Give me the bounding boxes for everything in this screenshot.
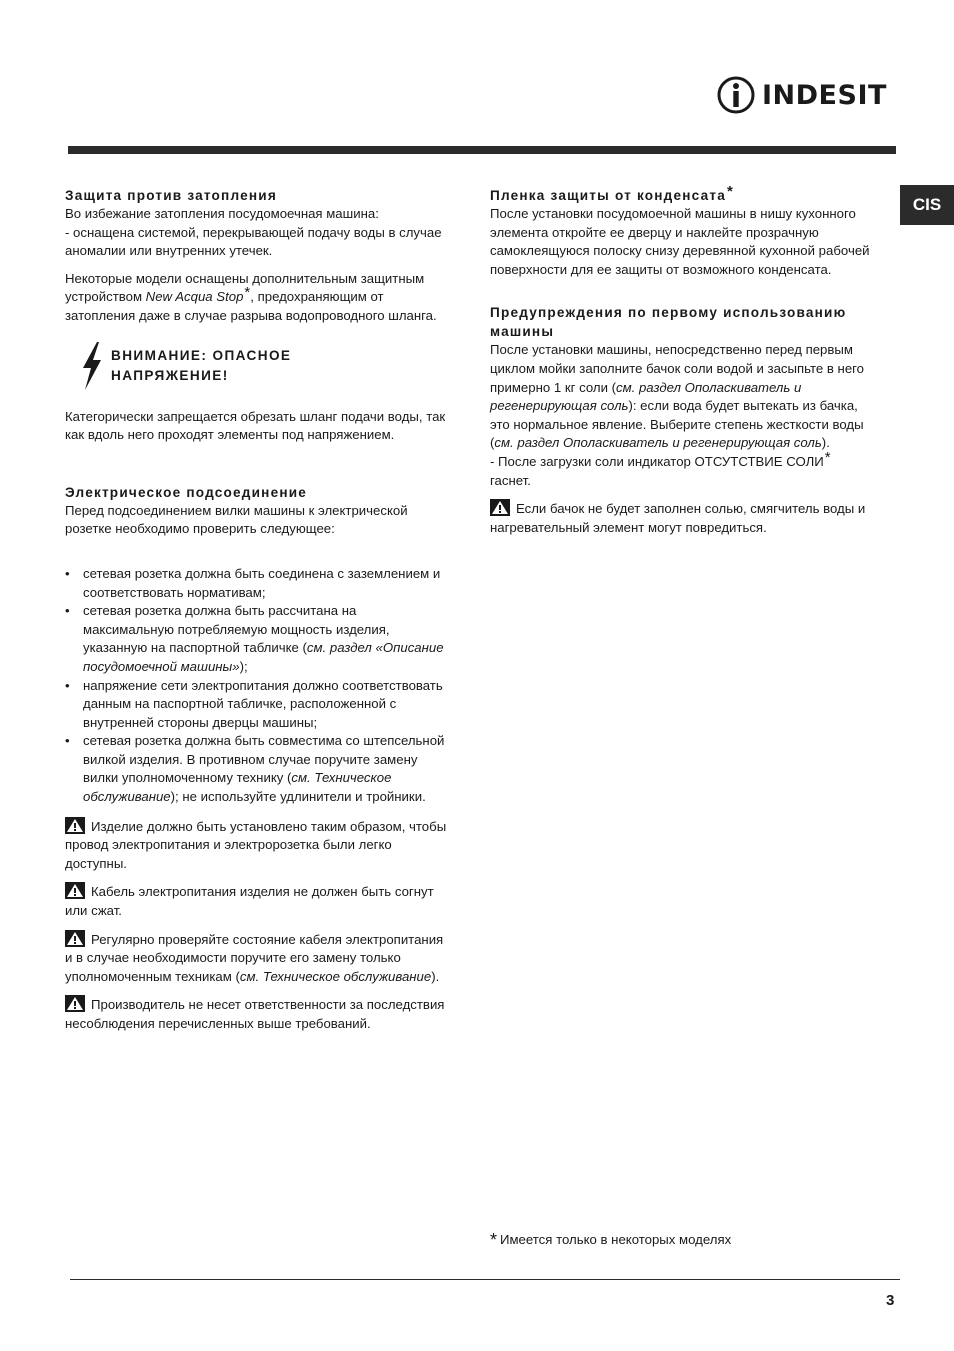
footnote-text: Имеется только в некоторых моделях <box>500 1232 732 1247</box>
warning-text: Регулярно проверяйте состояние кабеля электропитания и в случае необходимости поручите его замену только уполномоченным техникам ( <box>65 931 444 984</box>
top-rule <box>68 146 896 154</box>
bottom-rule <box>70 1279 900 1280</box>
list-item-text: сетевая розетка должна быть совместима со штепсельной вилкой изделия. В противном случае поручите замену вилки уполномоченному технику ( <box>83 733 445 786</box>
first-use-text <box>490 341 875 453</box>
warning-salt <box>490 499 875 537</box>
list-item-reference: см. раздел «Описание посудомоечной машины» <box>83 640 444 674</box>
flood-text-1: Во избежание затопления посудомоечная машина: <box>65 206 379 221</box>
flood-text-2: - оснащена системой, перекрывающей подачу воды в случае аномалии или внутренних утечек. <box>65 224 442 259</box>
flood-text-3a: Некоторые модели оснащены дополнительным защитным устройством <box>65 270 425 305</box>
electric-checklist <box>65 565 450 807</box>
warning-triangle-icon <box>65 882 85 899</box>
footnote <box>490 1230 731 1251</box>
list-item-text: ); <box>239 658 248 674</box>
hose-warning-text: Категорически запрещается обрезать шланг подачи воды, так как вдоль него проходят элементы под напряжением. <box>65 408 446 443</box>
asterisk: * <box>244 284 251 302</box>
list-item <box>65 602 450 676</box>
warning-text: Производитель не несет ответственности за последствия несоблюдения перечисленных выше требований. <box>65 997 445 1031</box>
warning-triangle-icon <box>65 817 85 834</box>
language-tab: CIS <box>900 185 954 225</box>
condensate-film-heading <box>490 183 875 205</box>
flood-protection-heading: Защита против затопления <box>65 188 277 203</box>
salt-indicator-text-1: - После загрузки соли индикатор ОТСУТСТВИЕ СОЛИ <box>490 453 824 469</box>
list-item: • напряжение сети электропитания должно соответствовать данным на паспортной табличке, расположенной с внутренней стороны дверцы машины; <box>65 677 450 733</box>
warning-triangle-icon <box>490 499 510 516</box>
electric-intro: Перед подсоединением вилки машины к электрической розетке необходимо проверить следующее: <box>65 502 408 537</box>
warning-text: Кабель электропитания изделия не должен быть согнут или сжат. <box>65 884 434 919</box>
warning-accessible <box>65 817 450 874</box>
first-use-reference-2: см. раздел Ополаскиватель и регенерирующая соль <box>494 435 822 451</box>
warning-text: Изделие должно быть установлено таким образом, чтобы провод электропитания и электророзетка были легко доступны. <box>65 818 447 871</box>
first-use-text-2: ): если вода будет вытекать из бачка, это нормальное явление. Выберите степень жесткости воды ( <box>490 398 864 451</box>
list-item: • сетевая розетка должна быть соединена с заземлением и соответствовать нормативам; <box>65 565 450 602</box>
salt-indicator-text <box>490 448 875 490</box>
list-item-text: ); не используйте удлинители и тройники. <box>170 789 426 805</box>
first-use-heading: Предупреждения по первому использованию машины <box>490 305 847 340</box>
voltage-warning <box>65 342 450 390</box>
condensate-film-text: После установки посудомоечной машины в нишу кухонного элемента откройте ее дверцу и наклейте прозрачную самоклеящуюся полоску снизу деревянной кухонной рабочей поверхности для ее защиты от возможного конденсата. <box>490 206 870 277</box>
lightning-bolt-icon <box>77 342 107 390</box>
footnote-asterisk: * <box>490 1230 498 1250</box>
brand-logo <box>716 74 887 116</box>
warning-text: ). <box>431 968 440 984</box>
acqua-stop-name: New Acqua Stop <box>145 289 244 305</box>
electric-connection-heading: Электрическое подсоединение <box>65 484 308 500</box>
left-column <box>65 186 450 1034</box>
warning-reference: см. Техническое обслуживание <box>239 968 432 984</box>
list-item-reference: см. Техническое обслуживание <box>83 770 392 805</box>
first-use-reference-1: см. раздел Ополаскиватель и регенерирующая соль <box>490 379 802 414</box>
salt-indicator-text-2: гаснет. <box>490 472 531 488</box>
right-column <box>490 183 875 537</box>
list-item <box>65 732 450 806</box>
condensate-film-title: Пленка защиты от конденсата <box>490 188 726 203</box>
voltage-title-line-2: НАПРЯЖЕНИЕ! <box>111 367 229 383</box>
warning-text: Если бачок не будет заполнен солью, смягчитель воды и нагревательный элемент могут повредиться. <box>490 501 866 535</box>
warning-triangle-icon <box>65 930 85 947</box>
indesit-logo-icon <box>716 75 756 115</box>
asterisk: * <box>727 183 735 200</box>
warning-check-cable <box>65 930 450 987</box>
voltage-title-line-1: ВНИМАНИЕ: ОПАСНОЕ <box>111 347 292 363</box>
list-item-text: сетевая розетка должна быть рассчитана на максимальную потребляемую мощность изделия, указанную на паспортной табличке ( <box>83 603 390 656</box>
flood-text-3 <box>65 270 450 326</box>
brand-name: INDESIT <box>762 79 887 111</box>
page-number: 3 <box>886 1292 895 1309</box>
first-use-text-3: ). <box>821 435 830 451</box>
first-use-text-1: После установки машины, непосредственно перед первым циклом мойки заполните бачок соли водой и засыпьте в него примерно 1 кг соли ( <box>490 342 865 395</box>
warning-manufacturer <box>65 995 450 1033</box>
warning-cable <box>65 882 450 920</box>
voltage-warning-title <box>111 346 291 386</box>
warning-triangle-icon <box>65 995 85 1012</box>
flood-text-3b: , предохраняющим от затопления даже в случае разрыва водопроводного шланга. <box>65 289 437 323</box>
asterisk: * <box>824 448 831 466</box>
